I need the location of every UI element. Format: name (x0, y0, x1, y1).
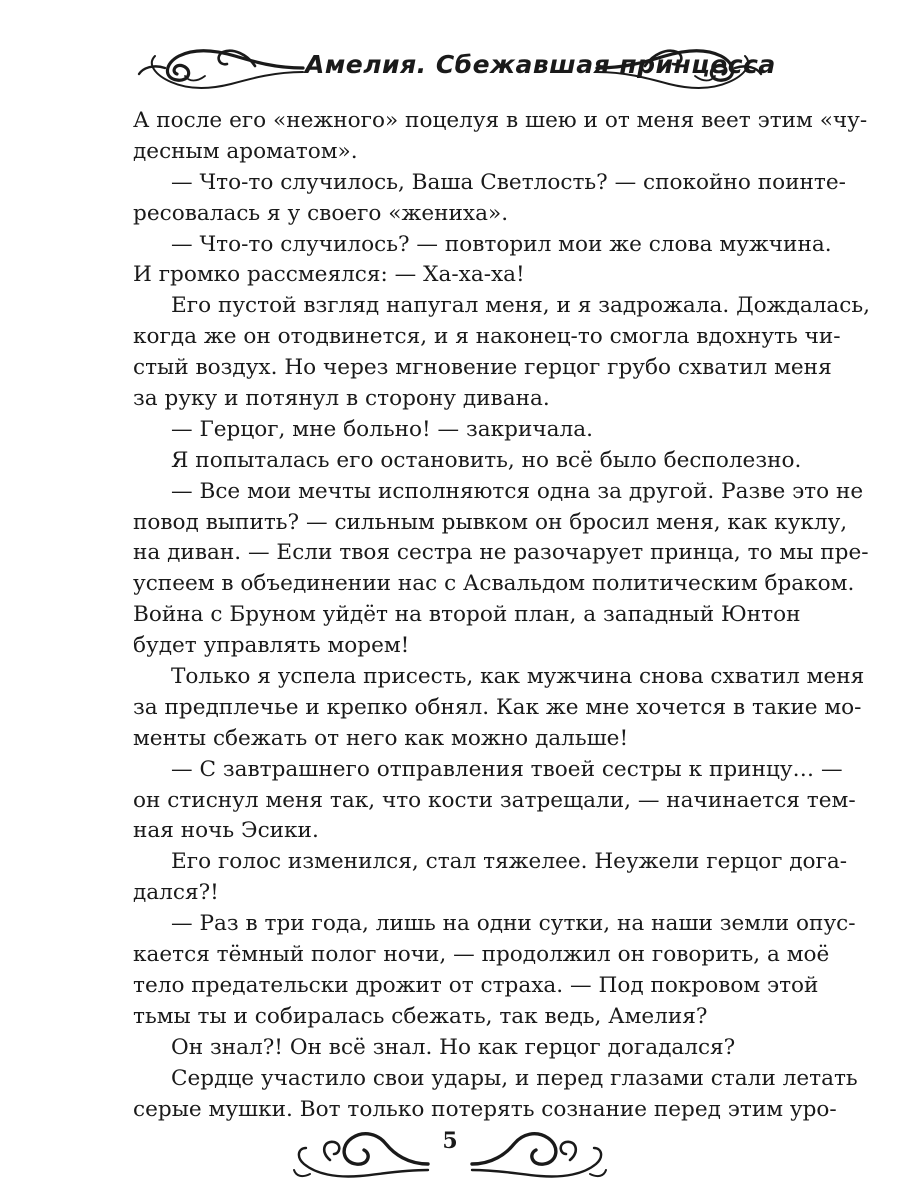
text-line: повод выпить? — сильным рывком он бросил меня, как куклу, (133, 509, 848, 535)
page-number: 5 (442, 1128, 458, 1154)
text-line: — Что-то случилось? — повторил мои же слова мужчина. (171, 231, 832, 257)
text-line: менты сбежать от него как можно дальше! (133, 725, 629, 751)
text-line: — Раз в три года, лишь на одни сутки, на наши земли опус- (171, 911, 856, 937)
text-line: Я попыталась его остановить, но всё было бесполезно. (171, 447, 802, 473)
text-line: ная ночь Эсики. (133, 818, 319, 844)
flourish-scroll-icon (135, 42, 305, 94)
text-line: десным ароматом». (133, 138, 358, 164)
text-line: Он знал?! Он всё знал. Но как герцог догадался? (171, 1034, 736, 1060)
text-line: на диван. — Если твоя сестра не разочарует принца, то мы пре- (133, 540, 869, 566)
text-line: Сердце участило свои удары, и перед глазами стали летать (171, 1065, 858, 1091)
text-line: — С завтрашнего отправления твоей сестры к принцу… — (171, 756, 843, 782)
text-line: кается тёмный полог ночи, — продолжил он говорить, а моё (133, 942, 830, 968)
running-title: Амелия. Сбежавшая принцесса (305, 50, 776, 79)
text-line: когда же он отодвинется, и я наконец-то смогла вдохнуть чи- (133, 324, 841, 350)
flourish-scroll-icon (595, 42, 765, 94)
text-line: серые мушки. Вот только потерять сознание перед этим уро- (133, 1096, 837, 1122)
wave-swirl-icon (290, 1124, 430, 1186)
text-line: Его пустой взгляд напугал меня, и я задрожала. Дождалась, (171, 293, 871, 319)
text-line: — Герцог, мне больно! — закричала. (171, 416, 593, 442)
text-line: ресовалась я у своего «жениха». (133, 200, 509, 226)
running-header (135, 38, 776, 98)
text-line: успеем в объединении нас с Асвальдом политическим браком. (133, 571, 855, 597)
text-line: он стиснул меня так, что кости затрещали, — начинается тем- (133, 787, 856, 813)
text-line: за руку и потянул в сторону дивана. (133, 386, 550, 412)
text-line: — Все мои мечты исполняются одна за другой. Разве это не (171, 478, 864, 504)
text-line: — Что-то случилось, Ваша Светлость? — спокойно поинте- (171, 169, 846, 195)
text-line: стый воздух. Но через мгновение герцог грубо схватил меня (133, 355, 832, 381)
text-line: Война с Бруном уйдёт на второй план, а западный Юнтон (133, 602, 801, 628)
text-line: тьмы ты и собиралась сбежать, так ведь, Амелия? (133, 1003, 708, 1029)
text-line: Его голос изменился, стал тяжелее. Неужели герцог дога- (171, 849, 848, 875)
text-line: А после его «нежного» поцелуя в шею и от меня веет этим «чу- (133, 108, 868, 133)
page-footer (290, 1120, 610, 1190)
text-line: за предплечье и крепко обнял. Как же мне хочется в такие мо- (133, 694, 862, 720)
text-line: будет управлять морем! (133, 633, 410, 659)
text-line: И громко рассмеялся: — Ха-ха-ха! (133, 262, 525, 288)
text-line: тело предательски дрожит от страха. — Под покровом этой (133, 972, 819, 998)
text-line: дался?! (133, 880, 219, 906)
text-line: Только я успела присесть, как мужчина снова схватил меня (171, 664, 865, 690)
page-body-text (133, 106, 871, 1125)
wave-swirl-icon (470, 1124, 610, 1186)
